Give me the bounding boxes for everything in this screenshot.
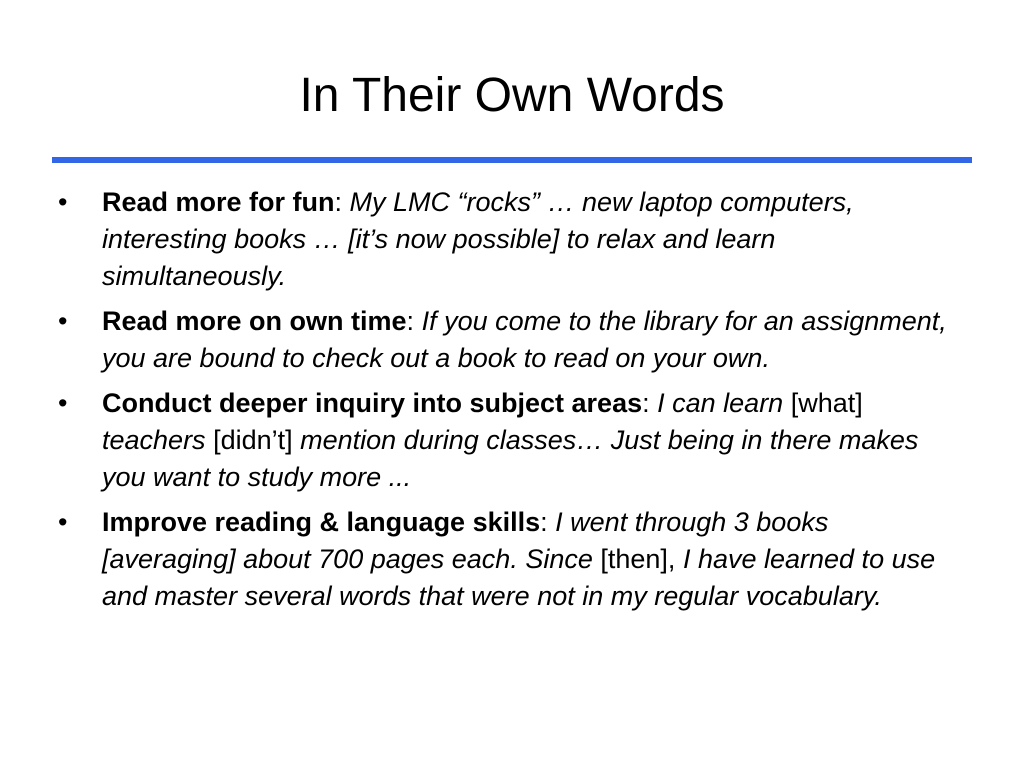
quote-text: I went through 3 books [averaging] about 700 pages each. Since: [102, 507, 829, 574]
bullet-item: [56, 303, 966, 377]
quote-text: If you come to the library for an assignment, you are bound to check out a book to read on your own.: [102, 306, 947, 373]
bullet-heading: Read more for fun: [102, 187, 335, 217]
bracket-text: [then],: [592, 544, 683, 574]
bullet-text: :: [406, 306, 422, 336]
quote-text: mention during classes… Just being in there makes you want to study more ...: [102, 425, 919, 492]
bullet-text: :: [540, 507, 556, 537]
title-divider: [52, 157, 972, 163]
bracket-text: [didn’t]: [205, 425, 301, 455]
bullet-dot-icon: •: [58, 187, 68, 217]
bullet-dot-icon: •: [58, 388, 68, 418]
quote-text: I can learn: [657, 388, 784, 418]
bullet-text: :: [334, 187, 350, 217]
quote-text: I have learned to use and master several words that were not in my regular vocabulary.: [102, 544, 936, 611]
bullet-text: :: [642, 388, 658, 418]
bullet-dot-icon: •: [58, 507, 68, 537]
bullet-heading: Conduct deeper inquiry into subject areas: [102, 388, 643, 418]
bullet-heading: Read more on own time: [102, 306, 407, 336]
bullet-item: [56, 504, 966, 615]
bullet-list: [56, 184, 966, 623]
bracket-text: [what]: [783, 388, 863, 418]
bullet-dot-icon: •: [58, 306, 68, 336]
slide-title: In Their Own Words: [299, 69, 725, 122]
bullet-item: [56, 385, 966, 496]
bullet-heading: Improve reading & language skills: [102, 507, 541, 537]
bullet-item: [56, 184, 966, 295]
quote-text: My LMC “rocks” … new laptop computers, interesting books … [it’s now possible] to relax and learn simultaneously.: [102, 187, 854, 291]
quote-text: teachers: [102, 425, 206, 455]
